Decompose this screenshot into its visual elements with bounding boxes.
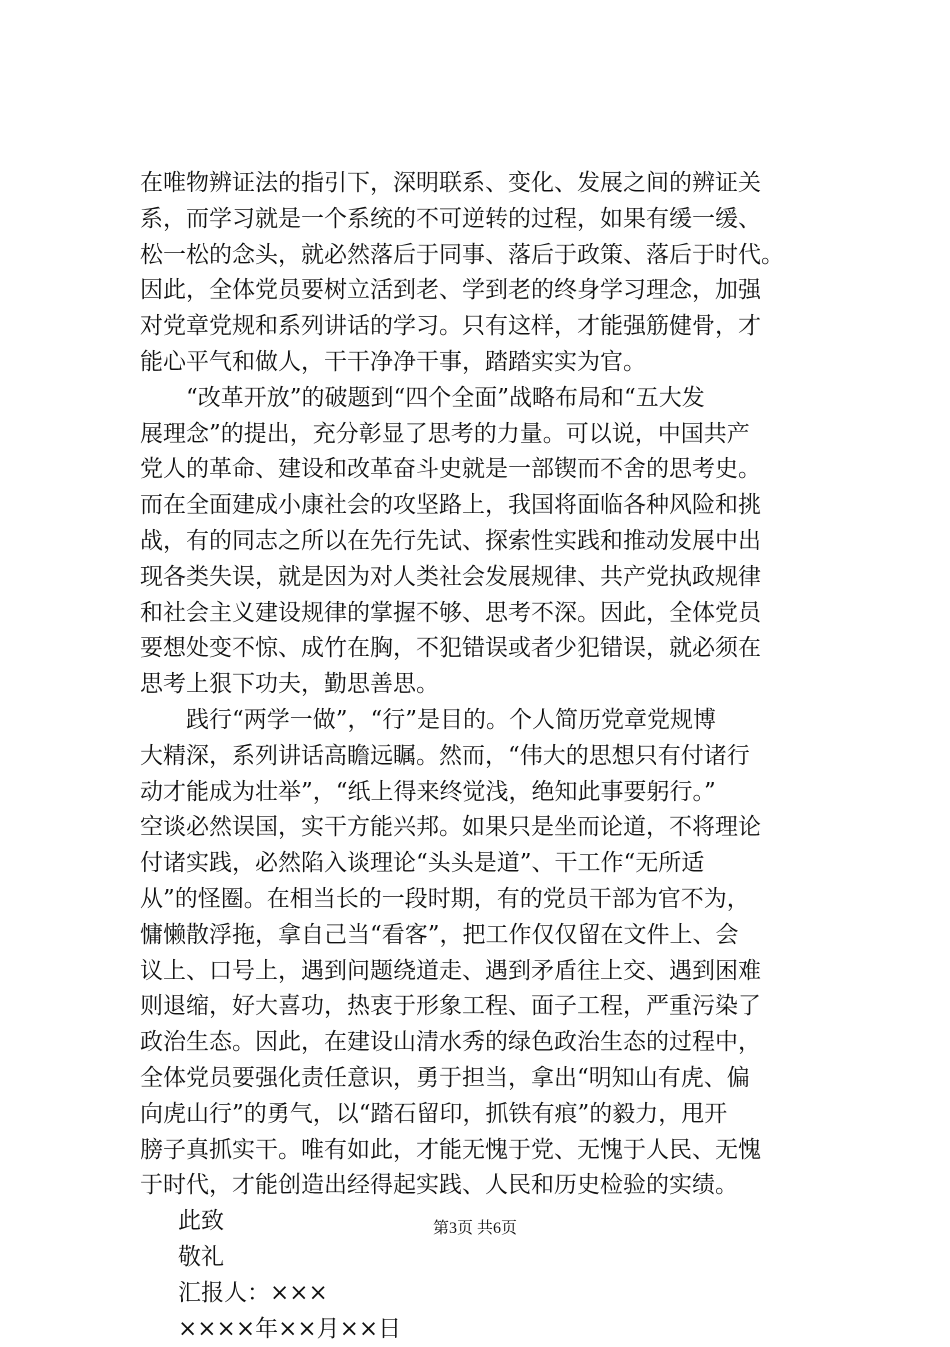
paragraph-3 — [140, 703, 840, 1204]
text-line: 于时代，才能创造出经得起实践、人民和历史检验的实绩。 — [140, 1168, 840, 1204]
page-footer: 第3页 共6页 — [0, 1219, 950, 1239]
text-line: 和社会主义建设规律的掌握不够、思考不深。因此，全体党员 — [140, 596, 840, 632]
text-line: 展理念”的提出，充分彰显了思考的力量。可以说，中国共产 — [140, 417, 840, 453]
text-line: 慵懒散浮拖，拿自己当“看客”，把工作仅仅留在文件上、会 — [140, 918, 840, 954]
text-line: 则退缩，好大喜功，热衷于形象工程、面子工程，严重污染了 — [140, 989, 840, 1025]
text-line: 要想处变不惊、成竹在胸，不犯错误或者少犯错误，就必须在 — [140, 631, 840, 667]
text-line: 付诸实践，必然陷入谈理论“头头是道”、干工作“无所适 — [140, 846, 840, 882]
text-line: 从”的怪圈。在相当长的一段时期，有的党员干部为官不为， — [140, 882, 840, 918]
text-line: 现各类失误，就是因为对人类社会发展规律、共产党执政规律 — [140, 560, 840, 596]
text-line: 空谈必然误国，实干方能兴邦。如果只是坐而论道，不将理论 — [140, 810, 840, 846]
text-line: 全体党员要强化责任意识，勇于担当，拿出“明知山有虎、偏 — [140, 1061, 840, 1097]
salutation-line: 敬礼 — [140, 1240, 840, 1276]
text-line: 在唯物辨证法的指引下，深明联系、变化、发展之间的辨证关 — [140, 166, 840, 202]
text-line: 能心平气和做人，干干净净干事，踏踏实实为官。 — [140, 345, 840, 381]
text-line: 因此，全体党员要树立活到老、学到老的终身学习理念，加强 — [140, 273, 840, 309]
salutation-line: 此致 — [140, 1204, 840, 1240]
text-line: 系，而学习就是一个系统的不可逆转的过程，如果有缓一缓、 — [140, 202, 840, 238]
date-line: ××××年××月××日 — [140, 1312, 840, 1347]
text-line: 践行“两学一做”，“行”是目的。个人简历党章党规博 — [140, 703, 840, 739]
paragraph-1 — [140, 166, 840, 381]
text-line: 膀子真抓实干。唯有如此，才能无愧于党、无愧于人民、无愧 — [140, 1133, 840, 1169]
text-line: 党人的革命、建设和改革奋斗史就是一部锲而不舍的思考史。 — [140, 452, 840, 488]
text-line: 向虎山行”的勇气，以“踏石留印，抓铁有痕”的毅力，甩开 — [140, 1097, 840, 1133]
text-line: 议上、口号上，遇到问题绕道走、遇到矛盾往上交、遇到困难 — [140, 954, 840, 990]
text-line: 政治生态。因此，在建设山清水秀的绿色政治生态的过程中， — [140, 1025, 840, 1061]
text-line: 思考上狠下功夫，勤思善思。 — [140, 667, 840, 703]
paragraph-2 — [140, 381, 840, 703]
text-line: 战，有的同志之所以在先行先试、探索性实践和推动发展中出 — [140, 524, 840, 560]
reporter-line: 汇报人：××× — [140, 1276, 840, 1312]
text-line: “改革开放”的破题到“四个全面”战略布局和“五大发 — [140, 381, 840, 417]
text-line: 动才能成为壮举”，“纸上得来终觉浅，绝知此事要躬行。” — [140, 775, 840, 811]
text-line: 而在全面建成小康社会的攻坚路上，我国将面临各种风险和挑 — [140, 488, 840, 524]
text-line: 松一松的念头，就必然落后于同事、落后于政策、落后于时代。 — [140, 238, 840, 274]
text-line: 大精深，系列讲话高瞻远瞩。然而，“伟大的思想只有付诸行 — [140, 739, 840, 775]
text-line: 对党章党规和系列讲话的学习。只有这样，才能强筋健骨，才 — [140, 309, 840, 345]
document-body — [140, 166, 840, 1347]
